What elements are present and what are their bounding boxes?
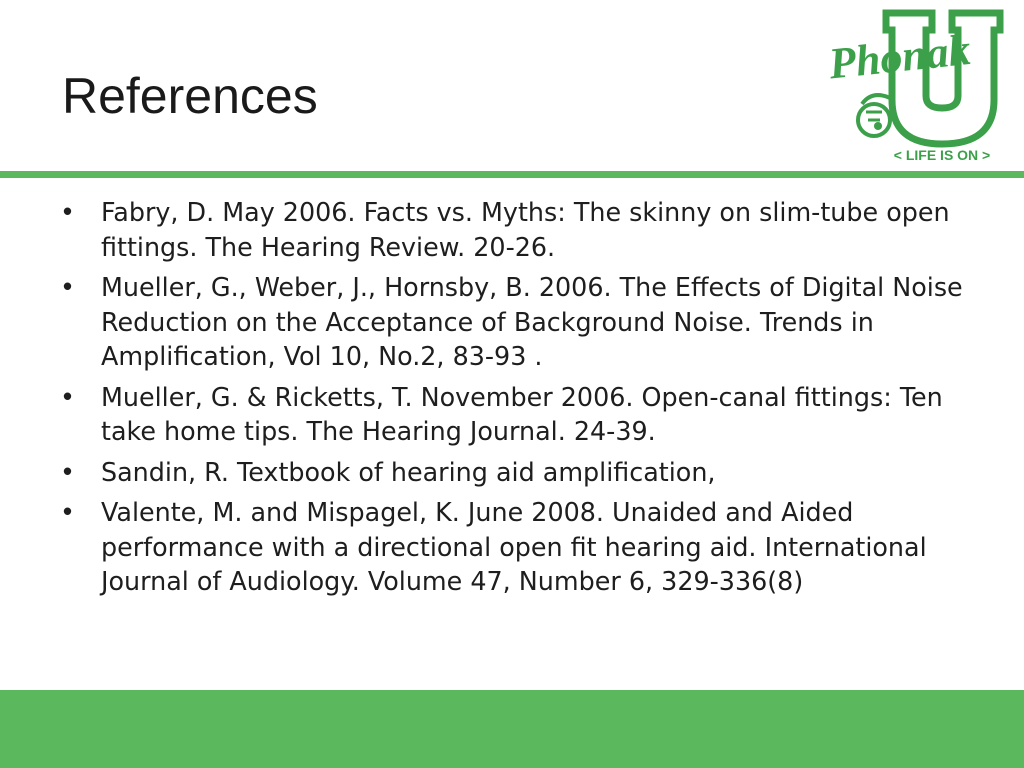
reference-item	[60, 495, 975, 599]
phonak-u-logo	[822, 8, 1012, 168]
reference-item	[60, 455, 975, 490]
bullet-icon: •	[60, 456, 75, 487]
reference-item	[60, 270, 975, 374]
reference-item	[60, 380, 975, 449]
reference-item	[60, 195, 975, 264]
logo-tagline-text: < LIFE IS ON >	[893, 147, 991, 163]
reference-text: Mueller, G., Weber, J., Hornsby, B. 2006. The Effects of Digital Noise Reduction on the Acceptance of Background Noise. Trends in Amplification, Vol 10, No.2, 83-93 .	[101, 272, 963, 371]
footer-bar	[0, 690, 1024, 768]
header-divider	[0, 171, 1024, 178]
reference-text: Valente, M. and Mispagel, K. June 2008. Unaided and Aided performance with a directional open fit hearing aid. International Journal of Audiology. Volume 47, Number 6, 329-336(8)	[101, 497, 927, 596]
bullet-icon: •	[60, 497, 75, 527]
reference-text: Mueller, G. & Ricketts, T. November 2006. Open-canal fittings: Ten take home tips. The Hearing Journal. 24-39.	[101, 381, 943, 446]
bullet-icon: •	[60, 381, 75, 412]
reference-text: Fabry, D. May 2006. Facts vs. Myths: The skinny on slim-tube open fittings. The Hearing Review. 20-26.	[101, 197, 950, 262]
reference-list	[60, 195, 975, 605]
slide-title: References	[62, 68, 318, 124]
bullet-icon: •	[60, 272, 75, 302]
reference-text: Sandin, R. Textbook of hearing aid amplification,	[101, 456, 716, 487]
logo-mascot-icon	[858, 95, 890, 136]
logo-brand-text: Phonak	[826, 24, 973, 89]
phonak-u-logo-graphic	[822, 8, 1012, 168]
bullet-icon: •	[60, 197, 75, 227]
